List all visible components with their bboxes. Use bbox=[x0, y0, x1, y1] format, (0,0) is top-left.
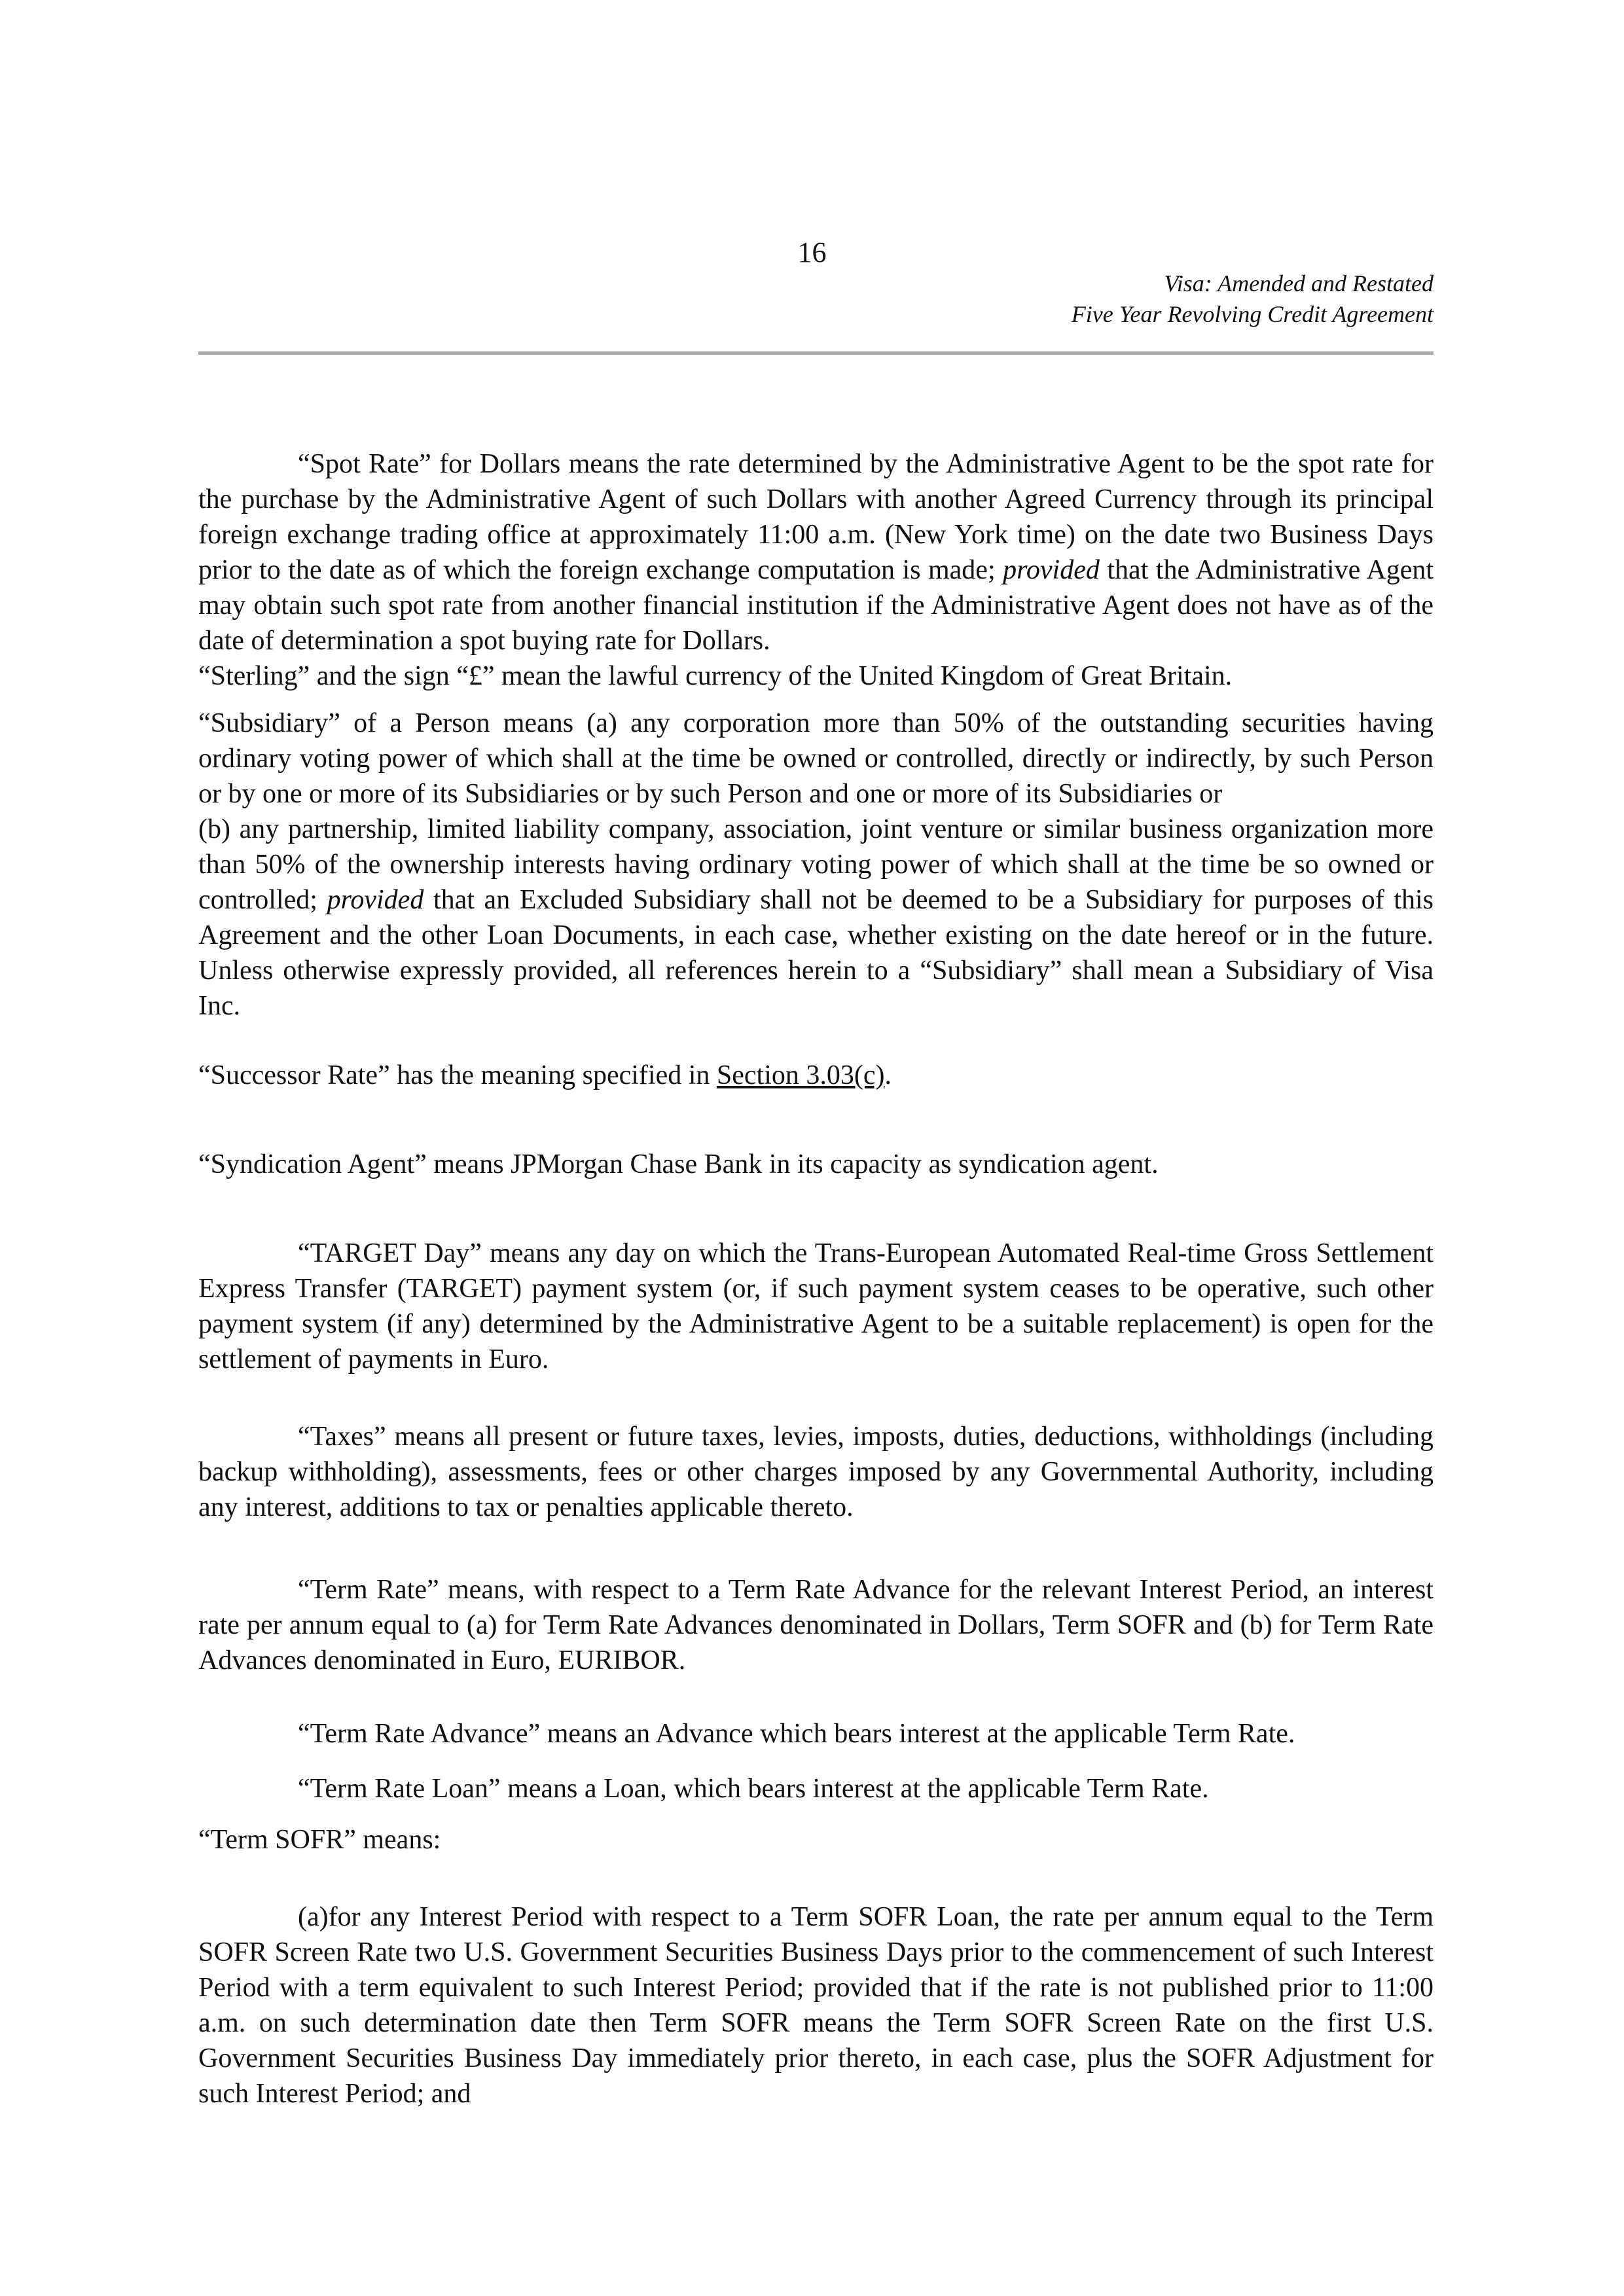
definition-term-rate: “Term Rate” means, with respect to a Term Rate Advance for the relevant Interest Period, an interest rate per annum equal to (a) for Term Rate Advances denominated in Dollars, Term SOFR and (b) for Term Rate Advances denominated in Euro, EURIBOR. bbox=[198, 1575, 1434, 1676]
definition-term-rate-advance: “Term Rate Advance” means an Advance which bears interest at the applicable Term Rate. bbox=[298, 1719, 1295, 1749]
section-3-03c-link[interactable]: Section 3.03(c) bbox=[716, 1060, 885, 1090]
term-sofr-clause-a: (a)for any Interest Period with respect to a Term SOFR Loan, the rate per annum equal to the Term SOFR Screen Rate two U.S. Government Securities Business Days prior to the commencement of such Interest Period with a term equivalent to such Interest Period; provided that if the rate is not published prior to 11:00 a.m. on such determination date then Term SOFR means the Term SOFR Screen Rate on the first U.S. Government Securities Business Day immediately prior thereto, in each case, plus the SOFR Adjustment for such Interest Period; and bbox=[198, 1902, 1434, 2109]
spot-rate-text-a: “Spot Rate” for Dollars means the rate determined by the Administrative Agent to be the spot rate for the purchase by the Administrative Agent of such Dollars with another Agreed Currency through its principal foreign exchange trading office at approximately 11:00 a.m. (New York time) on the date two Business Days prior to the date as of which the foreign exchange computation is made; bbox=[198, 449, 1434, 585]
page-number: 16 bbox=[797, 236, 827, 268]
definition-subsidiary-b bbox=[198, 812, 1434, 1024]
running-header-line-2: Five Year Revolving Credit Agreement bbox=[1071, 301, 1434, 327]
definition-taxes: “Taxes” means all present or future taxes, levies, imposts, duties, deductions, withholdings (including backup withholding), assessments, fees or other charges imposed by any Governmental Authority, including any interest, additions to tax or penalties applicable thereto. bbox=[198, 1422, 1434, 1522]
spot-rate-text-b: that the Administrative Agent may obtain such spot rate from another financial institution if the Administrative Agent does not have as of the date of determination a spot buying rate for Dollars. bbox=[198, 555, 1434, 656]
running-header bbox=[1072, 268, 1434, 330]
definition-term-sofr: “Term SOFR” means: bbox=[198, 1825, 441, 1855]
successor-text-b: . bbox=[884, 1060, 892, 1090]
definition-syndication-agent: “Syndication Agent” means JPMorgan Chase Bank in its capacity as syndication agent. bbox=[198, 1149, 1159, 1179]
definition-target-day: “TARGET Day” means any day on which the Trans-European Automated Real-time Gross Settlement Express Transfer (TARGET) payment system (or, if such payment system ceases to be operative, such other payment system (if any) determined by the Administrative Agent to be a suitable replacement) is open for the settlement of payments in Euro. bbox=[198, 1238, 1434, 1374]
subsidiary-text-b1: (b) any partnership, limited liability company, association, joint venture or similar business organization more than 50% of the ownership interests having ordinary voting power of which shall at the time be so owned or controlled; bbox=[198, 814, 1434, 915]
subsidiary-text-b2: that an Excluded Subsidiary shall not be deemed to be a Subsidiary for purposes of this Agreement and the other Loan Documents, in each case, whether existing on the date hereof or in the future. Unless otherwise expressly provided, all references herein to a “Subsidiary” shall mean a Subsidiary of Visa Inc. bbox=[198, 885, 1434, 1021]
spot-rate-provided: provided bbox=[1003, 555, 1100, 585]
definition-term-rate-loan: “Term Rate Loan” means a Loan, which bears interest at the applicable Term Rate. bbox=[298, 1774, 1209, 1804]
definition-spot-rate bbox=[198, 446, 1434, 658]
definition-successor-rate bbox=[198, 1058, 1434, 1093]
document-body bbox=[198, 446, 1434, 2111]
subsidiary-provided: provided bbox=[327, 885, 424, 915]
running-header-line-1: Visa: Amended and Restated bbox=[1164, 270, 1434, 296]
definition-subsidiary-a: “Subsidiary” of a Person means (a) any corporation more than 50% of the outstanding securities having ordinary voting power of which shall at the time be owned or controlled, directly or indirectly, by such Person or by one or more of its Subsidiaries or by such Person and one or more of its Subsidiaries or bbox=[198, 708, 1434, 809]
successor-text-a: “Successor Rate” has the meaning specified in bbox=[198, 1060, 717, 1090]
header-divider bbox=[198, 351, 1434, 355]
definition-sterling: “Sterling” and the sign “£” mean the lawful currency of the United Kingdom of Great Britain. bbox=[198, 661, 1233, 691]
